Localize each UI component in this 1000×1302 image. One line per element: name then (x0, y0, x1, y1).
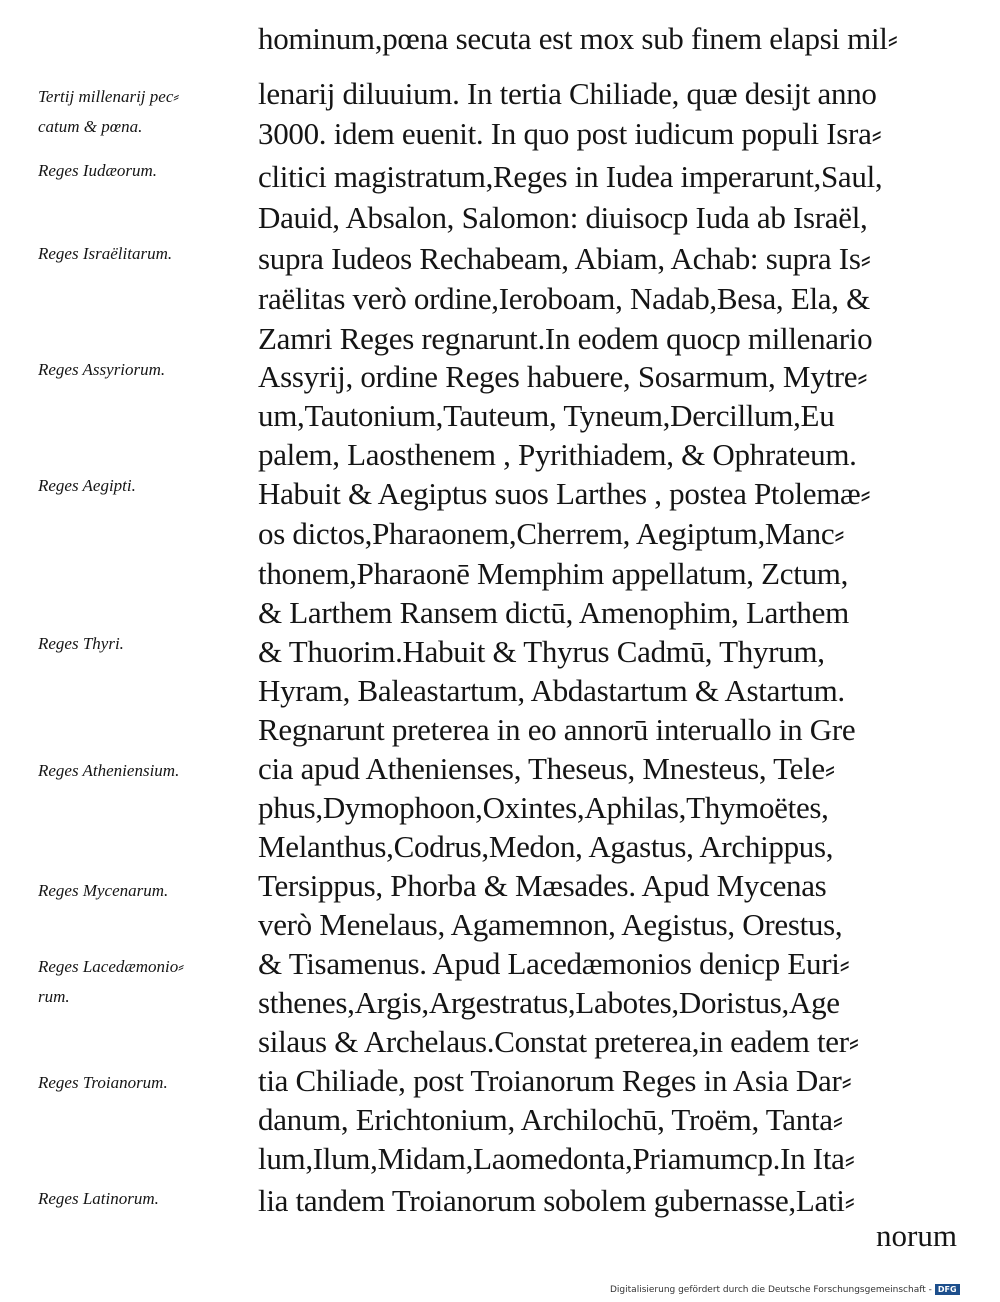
dfg-logo: DFG (935, 1284, 960, 1295)
credit-text: Digitalisierung gefördert durch die Deutsche Forschungsgemeinschaft - (610, 1285, 932, 1295)
main-text-line: lia tandem Troianorum sobolem gubernasse,Lati⸗ (258, 1183, 855, 1218)
margin-note: Reges Latinorum. (38, 1189, 159, 1208)
main-text-line: cia apud Athenienses, Theseus, Mnesteus, Tele⸗ (258, 751, 835, 786)
main-text-line: raëlitas verò ordine,Ieroboam, Nadab,Besa, Ela, & (258, 281, 870, 316)
main-text-line: lum,Ilum,Midam,Laomedonta,Priamumcp.In Ita⸗ (258, 1141, 855, 1176)
margin-note: Reges Israëlitarum. (38, 244, 173, 263)
main-text-line: supra Iudeos Rechabeam, Abiam, Achab: supra Is⸗ (258, 241, 871, 276)
margin-note: catum & pœna. (38, 117, 143, 136)
main-text-line: Habuit & Aegiptus suos Larthes , postea Ptolemæ⸗ (258, 476, 871, 511)
main-text-line: Dauid, Absalon, Salomon: diuisocp Iuda ab Israël, (258, 200, 868, 235)
margin-note: Reges Iudæorum. (38, 161, 157, 180)
main-text-line: Melanthus,Codrus,Medon, Agastus, Archippus, (258, 829, 834, 864)
margin-note: Reges Atheniensium. (38, 761, 180, 780)
main-text-line: Assyrij, ordine Reges habuere, Sosarmum, Mytre⸗ (258, 359, 868, 394)
main-text-line: Tersippus, Phorba & Mæsades. Apud Mycenas (258, 868, 827, 903)
margin-note: Reges Aegipti. (38, 476, 136, 495)
margin-note: rum. (38, 987, 70, 1006)
main-text-line: verò Menelaus, Agamemnon, Aegistus, Orestus, (258, 907, 843, 942)
main-text-line: & Thuorim.Habuit & Thyrus Cadmū, Thyrum, (258, 634, 825, 669)
main-text-line: Zamri Reges regnarunt.In eodem quocp millenario (258, 321, 873, 356)
main-text-line: & Larthem Ransem dictū, Amenophim, Larthem (258, 595, 849, 630)
main-text-line: Hyram, Baleastartum, Abdastartum & Astartum. (258, 673, 845, 708)
main-text-line: palem, Laosthenem , Pyrithiadem, & Ophrateum. (258, 437, 857, 472)
main-text-line: danum, Erichtonium, Archilochū, Troëm, Tanta⸗ (258, 1102, 843, 1137)
margin-note: Reges Lacedæmonio⸗ (38, 957, 184, 976)
margin-note: Reges Assyriorum. (38, 360, 166, 379)
digitization-credit (610, 1284, 960, 1295)
main-text-line: 3000. idem euenit. In quo post iudicum populi Isra⸗ (258, 116, 882, 151)
main-text-line: Regnarunt preterea in eo annorū interuallo in Gre (258, 712, 856, 747)
main-text-line: & Tisamenus. Apud Lacedæmonios denicp Euri⸗ (258, 946, 850, 981)
margin-note: Reges Thyri. (38, 634, 124, 653)
margin-note: Reges Mycenarum. (38, 881, 169, 900)
margin-note: Reges Troianorum. (38, 1073, 168, 1092)
main-text-line: sthenes,Argis,Argestratus,Labotes,Doristus,Age (258, 985, 840, 1020)
main-text-line: hominum,pœna secuta est mox sub finem elapsi mil⸗ (258, 21, 898, 56)
main-text-line: tia Chiliade, post Troianorum Reges in Asia Dar⸗ (258, 1063, 852, 1098)
main-text-line: phus,Dymophoon,Oxintes,Aphilas,Thymoëtes, (258, 790, 829, 825)
catchword: norum (876, 1218, 957, 1253)
main-text-line: lenarij diluuium. In tertia Chiliade, quæ desijt anno (258, 76, 877, 111)
main-text-line: os dictos,Pharaonem,Cherrem, Aegiptum,Manc⸗ (258, 516, 845, 551)
main-text-line: clitici magistratum,Reges in Iudea imperarunt,Saul, (258, 159, 883, 194)
margin-note: Tertij millenarij pec⸗ (38, 87, 180, 106)
main-text-line: thonem,Pharaonē Memphim appellatum, Zctum, (258, 556, 849, 591)
main-text-line: silaus & Archelaus.Constat preterea,in eadem ter⸗ (258, 1024, 859, 1059)
main-text-line: um,Tautonium,Tauteum, Tyneum,Dercillum,Eu (258, 398, 835, 433)
